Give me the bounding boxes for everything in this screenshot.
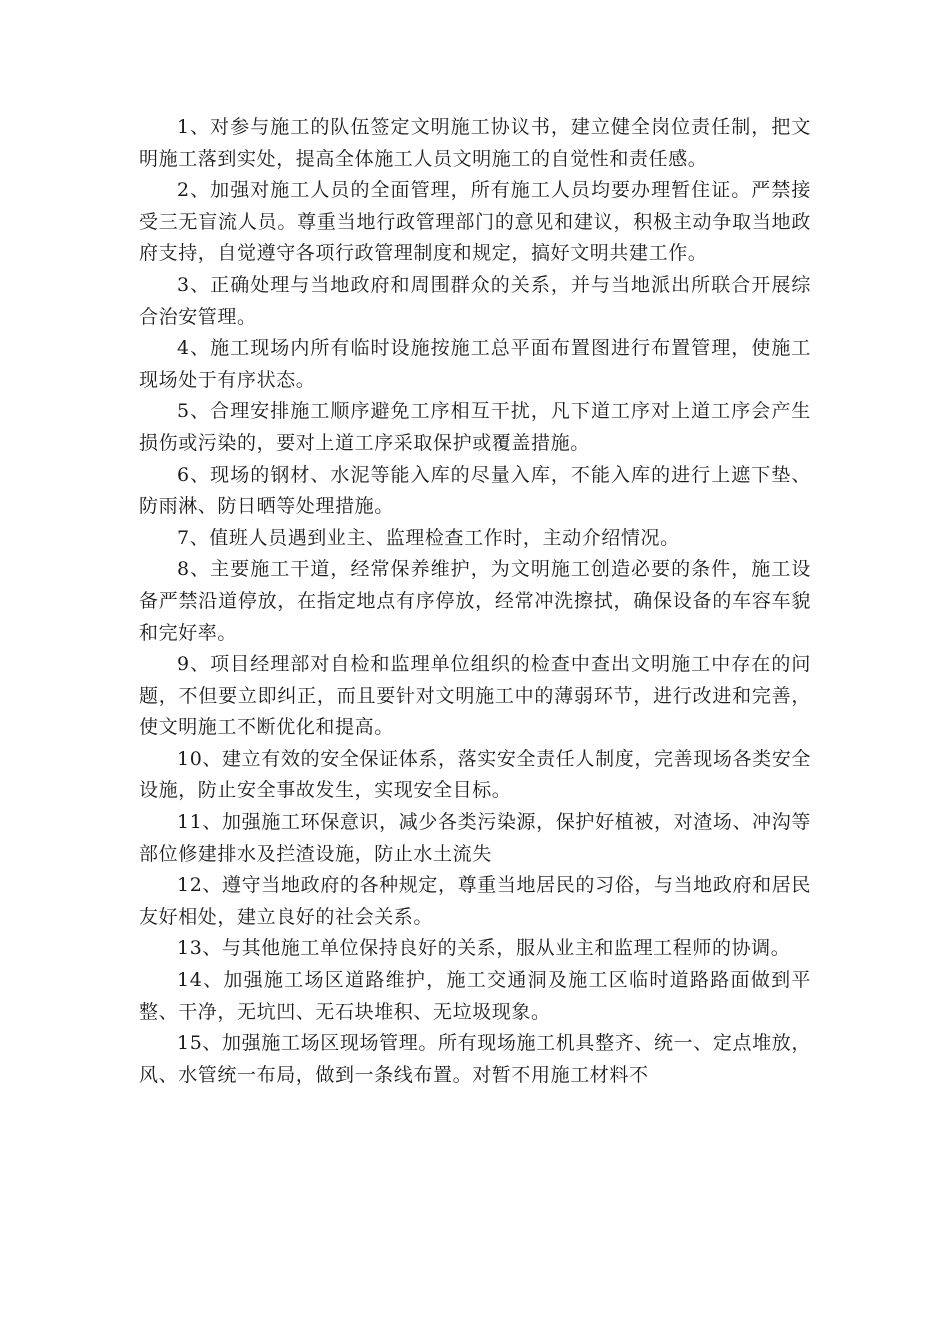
paragraph-10: 10、建立有效的安全保证体系，落实安全责任人制度，完善现场各类安全设施，防止安全事故发生，实现安全目标。 [139, 747, 811, 802]
document-body [139, 112, 811, 1091]
paragraph-4: 4、施工现场内所有临时设施按施工总平面布置图进行布置管理，使施工现场处于有序状态。 [139, 337, 811, 391]
paragraph-8: 8、主要施工干道，经常保养维护，为文明施工创造必要的条件，施工设备严禁沿道停放，在指定地点有序停放，经常冲洗擦拭，确保设备的车容车貌和完好率。 [139, 558, 811, 644]
paragraph-1: 1、对参与施工的队伍签定文明施工协议书，建立健全岗位责任制，把文明施工落到实处，提高全体施工人员文明施工的自觉性和责任感。 [139, 116, 811, 170]
paragraph-9: 9、项目经理部对自检和监理单位组织的检查中查出文明施工中存在的问题，不但要立即纠正，而且要针对文明施工中的薄弱环节，进行改进和完善，使文明施工不断优化和提高。 [139, 653, 811, 739]
paragraph-11: 11、加强施工环保意识，减少各类污染源，保护好植被，对渣场、冲沟等部位修建排水及拦渣设施，防止水土流失 [139, 811, 811, 865]
paragraph-7: 7、值班人员遇到业主、监理检查工作时，主动介绍情况。 [177, 526, 680, 549]
paragraph-12: 12、遵守当地政府的各种规定，尊重当地居民的习俗，与当地政府和居民友好相处，建立良好的社会关系。 [139, 874, 811, 928]
paragraph-5: 5、合理安排施工顺序避免工序相互干扰，凡下道工序对上道工序会产生损伤或污染的，要对上道工序采取保护或覆盖措施。 [139, 400, 811, 454]
paragraph-15: 15、加强施工场区现场管理。所有现场施工机具整齐、统一、定点堆放，风、水管统一布局，做到一条线布置。对暂不用施工材料不 [139, 1032, 811, 1086]
paragraph-6: 6、现场的钢材、水泥等能入库的尽量入库，不能入库的进行上遮下垫、防雨淋、防日晒等处理措施。 [139, 463, 811, 518]
paragraph-3: 3、正确处理与当地政府和周围群众的关系，并与当地派出所联合开展综合治安管理。 [139, 273, 811, 328]
paragraph-14: 14、加强施工场区道路维护，施工交通洞及施工区临时道路路面做到平整、干净，无坑凹、无石块堆积、无垃圾现象。 [139, 969, 811, 1023]
paragraph-2: 2、加强对施工人员的全面管理，所有施工人员均要办理暂住证。严禁接受三无盲流人员。尊重当地行政管理部门的意见和建议，积极主动争取当地政府支持，自觉遵守各项行政管理制度和规定，搞好文明共建工作。 [139, 179, 811, 265]
paragraph-13: 13、与其他施工单位保持良好的关系，服从业主和监理工程师的协调。 [177, 937, 791, 960]
